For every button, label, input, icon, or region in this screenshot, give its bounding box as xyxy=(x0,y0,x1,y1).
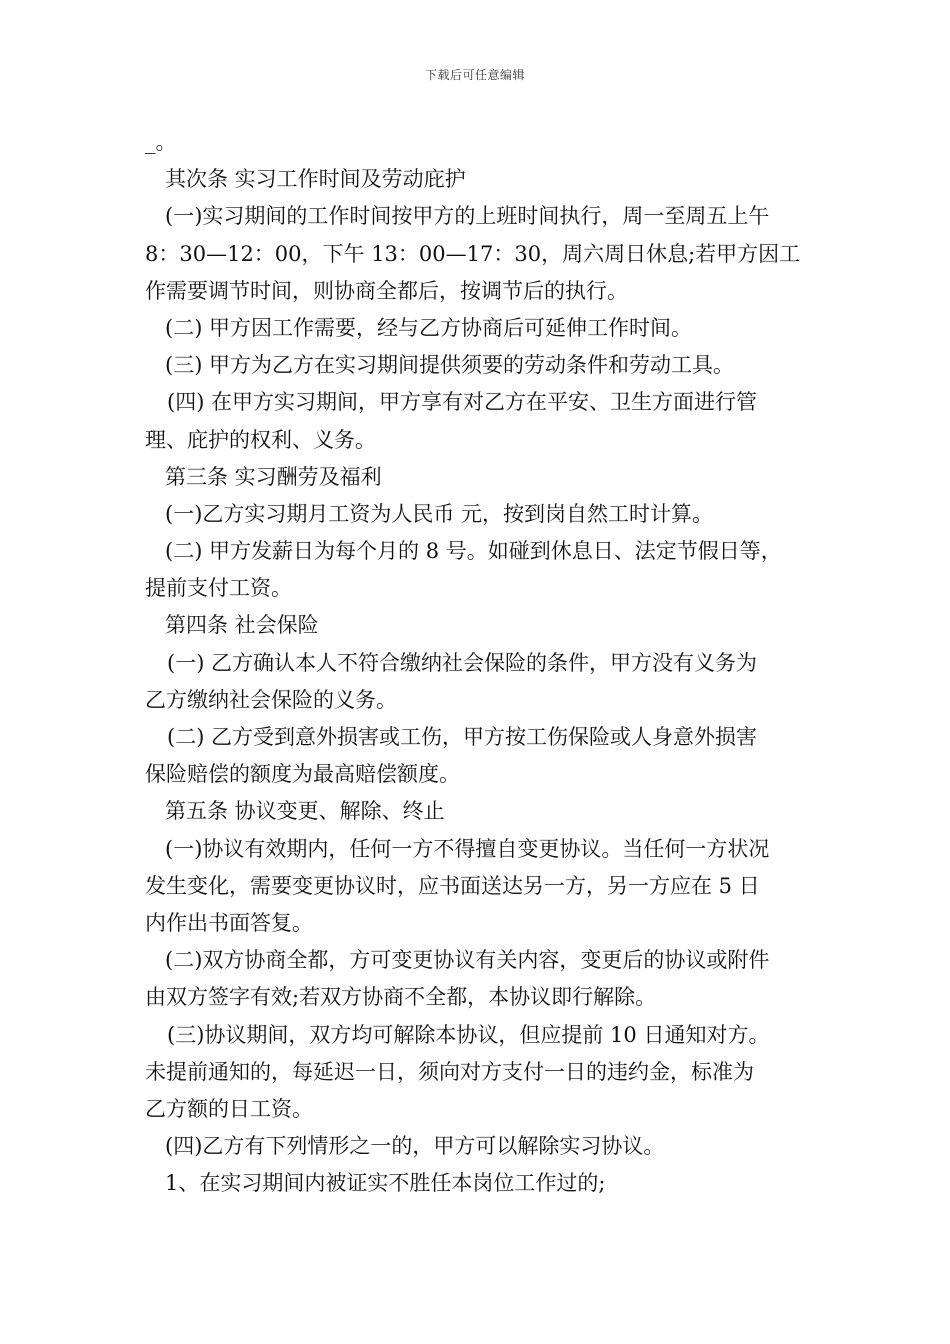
section-heading: 第四条 社会保险 xyxy=(165,613,319,638)
text-line: 乙方缴纳社会保险的义务。 xyxy=(145,687,397,712)
section-heading: 其次条 实习工作时间及劳动庇护 xyxy=(165,167,466,192)
text-line: (三)协议期间，双方均可解除本协议，但应提前 10 日通知对方。 xyxy=(167,1022,770,1047)
text-line: 乙方额的日工资。 xyxy=(145,1096,313,1121)
text-line: 作需要调节时间，则协商全都后，按调节后的执行。 xyxy=(145,278,628,303)
section-heading: 第三条 实习酬劳及福利 xyxy=(165,464,382,489)
text-line: (一)乙方实习期月工资为人民币 元，按到岗自然工时计算。 xyxy=(165,501,714,526)
document-body xyxy=(145,124,807,1202)
text-line: 保险赔偿的额度为最高赔偿额度。 xyxy=(145,762,460,787)
page-header: 下载后可任意编辑 xyxy=(424,68,525,82)
text-line: 提前支付工资。 xyxy=(145,576,292,601)
text-line: 1、在实习期间内被证实不胜任本岗位工作过的; xyxy=(165,1171,606,1196)
text-line: (一)实习期间的工作时间按甲方的上班时间执行，周一至周五上午 xyxy=(165,204,770,229)
text-line: _。 xyxy=(145,130,177,154)
section-heading: 第五条 协议变更、解除、终止 xyxy=(165,799,445,824)
text-line: (二) 甲方因工作需要，经与乙方协商后可延伸工作时间。 xyxy=(165,315,693,340)
text-line: (一)协议有效期内，任何一方不得擅自变更协议。当任何一方状况 xyxy=(165,836,770,861)
text-line: 由双方签字有效;若双方协商不全都，本协议即行解除。 xyxy=(145,985,657,1010)
text-line: (二) 乙方受到意外损害或工伤，甲方按工伤保险或人身意外损害 xyxy=(167,725,758,749)
text-line: 未提前通知的，每延迟一日，须向对方支付一日的违约金，标准为 xyxy=(145,1059,754,1084)
text-line: 发生变化，需要变更协议时，应书面送达另一方，另一方应在 5 日 xyxy=(145,873,760,898)
text-line: (二) 甲方发薪日为每个月的 8 号。如碰到休息日、法定节假日等， xyxy=(165,539,782,564)
text-line: (三) 甲方为乙方在实习期间提供须要的劳动条件和劳动工具。 xyxy=(165,353,735,378)
text-line: (二)双方协商全都，方可变更协议有关内容，变更后的协议或附件 xyxy=(165,948,770,973)
text-line: (四) 在甲方实习期间，甲方享有对乙方在平安、卫生方面进行管 xyxy=(167,390,758,415)
text-line: 8：30—12：00，下午 13：00—17：30，周六周日休息;若甲方因工 xyxy=(145,241,801,266)
text-line: (四)乙方有下列情形之一的，甲方可以解除实习协议。 xyxy=(165,1134,665,1159)
text-line: 内作出书面答复。 xyxy=(145,910,313,935)
text-line: (一) 乙方确认本人不符合缴纳社会保险的条件，甲方没有义务为 xyxy=(167,650,758,675)
text-line: 理、庇护的权利、义务。 xyxy=(145,427,376,452)
